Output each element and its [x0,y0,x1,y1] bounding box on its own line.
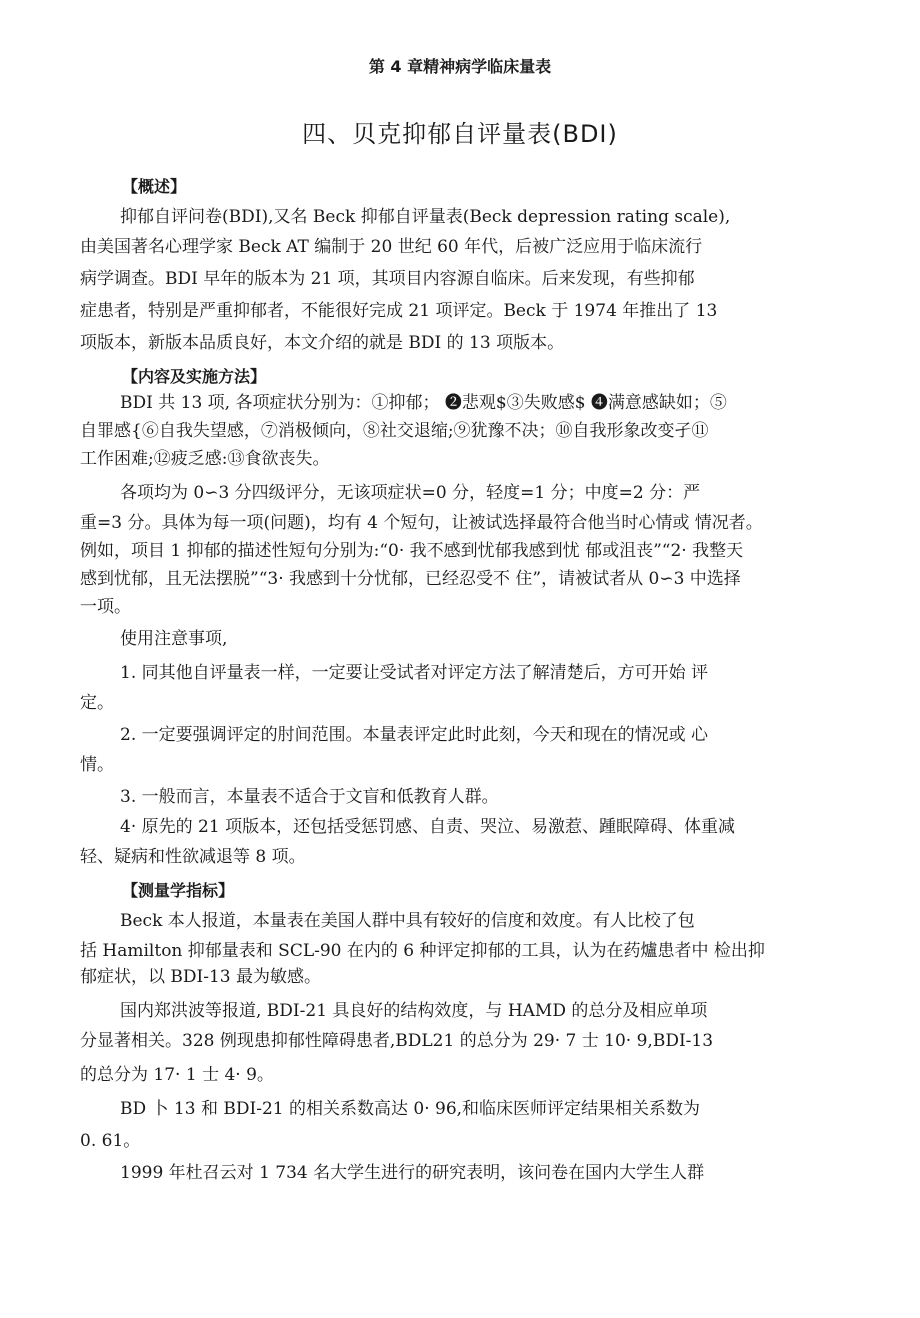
paragraph-line: BDI 共 13 项, 各项症状分别为：①抑郁； ➋悲观$③失败感$ ➍满意感缺如；⑤ [120,393,727,413]
paragraph-line: 症患者，特别是严重抑郁者，不能很好完成 21 项评定。Beck 于 1974 年推出了 13 [80,301,718,321]
chapter-header: 第 4 章精神病学临床量表 [368,57,552,76]
paragraph-line: Beck 本人报道，本量表在美国人群中具有较好的信度和效度。有人比校了包 [120,911,695,931]
paragraph-line: 4· 原先的 21 项版本，还包括受惩罚感、自责、哭泣、易激惹、踵眠障碍、体重减 [120,817,736,837]
section-heading-overview: 【概述】 [122,177,187,196]
paragraph-line: 的总分为 17· 1 士 4· 9。 [80,1065,274,1085]
paragraph-line: 定。 [80,693,114,713]
paragraph-line: 郁症状，以 BDI-13 最为敏感。 [80,967,322,987]
paragraph-line: 各项均为 0∽3 分四级评分，无该项症状=0 分，轻度=1 分；中度=2 分：严 [120,483,701,503]
paragraph-line: 0. 61。 [80,1131,141,1151]
paragraph-line: 一项。 [80,597,131,617]
paragraph-line: 1. 同其他自评量表一样，一定要让受试者对评定方法了解清楚后，方可开始 评 [120,663,709,683]
paragraph-line: 重=3 分。具体为每一项(问题)，均有 4 个短句，让被试选择最符合他当时心情或 情况者。 [80,513,763,533]
page-title: 四、贝克抑郁自评量表(BDI) [302,120,618,148]
paragraph-line: 分显著相关。328 例现患抑郁性障碍患者,BDL21 的总分为 29· 7 士 10· 9,BDI-13 [80,1031,714,1051]
paragraph-line: 2. 一定要强调评定的肘间范围。本量表评定此时此刻，今天和现在的情况或 心 [120,725,709,745]
paragraph-line: 抑郁自评问卷(BDI),又名 Beck 抑郁自评量表(Beck depression rating scale), [120,207,731,227]
paragraph-line: BD 卜 13 和 BDI-21 的相关系数高达 0· 96,和临床医师评定结果相关系数为 [120,1099,701,1119]
paragraph-line: 病学调查。BDI 早年的版本为 21 项，其项目内容源自临床。后来发现，有些抑郁 [80,269,695,289]
section-heading-content: 【内容及实施方法】 [122,367,267,386]
paragraph-line: 括 Hamilton 抑郁量表和 SCL-90 在内的 6 种评定抑郁的工具，认为在药爐患者中 检出抑 [80,941,765,961]
paragraph-line: 由美国著名心理学家 Beck AT 编制于 20 世纪 60 年代，后被广泛应用于临床流行 [80,237,703,257]
paragraph-line: 工作困难;⑫疲乏感:⑬食欲丧失。 [80,449,330,469]
paragraph-line: 项版本，新版本品质良好，本文介绍的就是 BDI 的 13 项版本。 [80,333,565,353]
section-heading-psychometrics: 【测量学指标】 [122,881,235,900]
paragraph-line: 自罪感{⑥自我失望感，⑦消极倾向，⑧社交退缩;⑨犹豫不决；⑩自我形象改变孑⑪ [80,421,709,441]
paragraph-line: 情。 [80,755,114,775]
paragraph-line: 轻、疑病和性欲减退等 8 项。 [80,847,306,867]
paragraph-line: 例如，项目 1 抑郁的描述性短句分别为:“0· 我不感到忧郁我感到忧 郁或沮丧”“2· 我整天 [80,541,744,561]
paragraph-line: 感到忧郁，且无法摆脱”“3· 我感到十分忧郁，已经忍受不 住”，请被试者从 0∽3 中选择 [80,569,741,589]
paragraph-line: 使用注意事项, [120,629,228,649]
paragraph-line: 1999 年杜召云对 1 734 名大学生进行的研究表明，该问卷在国内大学生人群 [120,1163,705,1183]
paragraph-line: 国内郑洪波等报道, BDI-21 具良好的结构效度，与 HAMD 的总分及相应单项 [120,1001,708,1021]
paragraph-line: 3. 一般而言，本量表不适合于文盲和低教育人群。 [120,787,499,807]
